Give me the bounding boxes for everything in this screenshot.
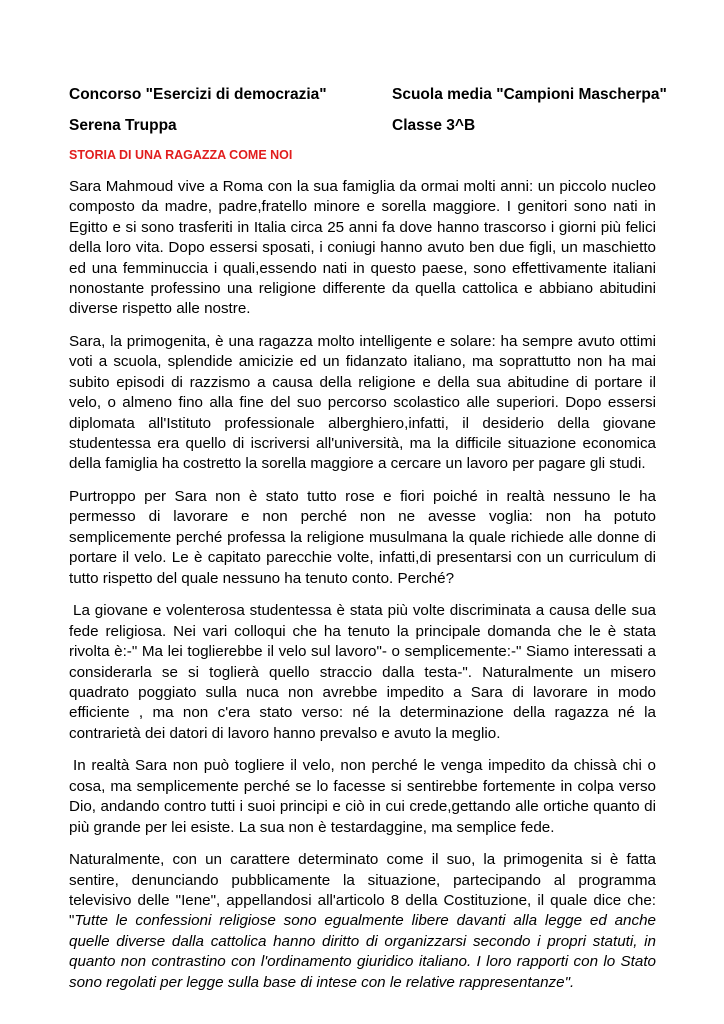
paragraph-6-text: Naturalmente, con un carattere determinato come il suo, la primogenita si è fatta sentire, denunciando pubblicamente la situazione, partecipando al programma televisivo delle "Iene", appellandosi all'articolo 8 della Costituzione, il quale dice che: " xyxy=(69,851,656,930)
paragraph-1: Sara Mahmoud vive a Roma con la sua famiglia da ormai molti anni: un piccolo nucleo composto da madre, padre,fratello minore e sorella maggiore. I genitori sono nati in Egitto e si sono trasferiti in Italia circa 25 anni fa dove hanno trascorso i giorni più felici della loro vita. Dopo essersi sposati, i coniugi hanno avuto ben due figli, un maschietto ed una femminuccia i quali,essendo nati in questo paese, sono effettivamente italiani nonostante professino una religione differente da quella cattolica e abbiano abitudini diverse rispetto alle nostre. xyxy=(69,178,656,318)
school-name: Scuola media "Campioni Mascherpa" xyxy=(392,86,667,103)
contest-name: Concorso "Esercizi di democrazia" xyxy=(69,86,327,103)
paragraph-2: Sara, la primogenita, è una ragazza molto intelligente e solare: ha sempre avuto ottimi voti a scuola, splendide amicizie ed un fidanzato italiano, ma soprattutto non ha mai subito episodi di razzismo a causa della religione e della sua abitudine di portare il velo, o almeno fino alla fine del suo percorso scolastico alle superiori. Dopo essersi diplomata all'Istituto professionale alberghiero,infatti, il desiderio della giovane studentessa era quello di iscriversi all'università, ma la difficile situazione economica della famiglia ha costretto la sorella maggiore a cercare un lavoro per pagare gli studi. xyxy=(69,333,656,473)
class-name: Classe 3^B xyxy=(392,117,476,134)
story-body xyxy=(69,177,656,1005)
paragraph-6 xyxy=(69,850,656,993)
header-row-1 xyxy=(69,86,667,104)
constitution-quote: Tutte le confessioni religiose sono egualmente libere davanti alla legge ed anche quelle diverse dalla cattolica hanno diritto di organizzarsi secondo i propri statuti, in quanto non contrastino con l'ordinamento giuridico italiano. I loro rapporti con lo Stato sono regolati per legge sulla base di intese con le relative rappresentanze". xyxy=(69,912,656,991)
paragraph-5: In realtà Sara non può togliere il velo, non perché le venga impedito da chissà chi o cosa, ma semplicemente perché se lo facesse si sentirebbe fortemente in colpa verso Dio, andando contro tutti i suoi principi e ciò in cui crede,gettando alle ortiche quanto di più grande per lei esiste. La sua non è testardaggine, ma semplice fede. xyxy=(69,757,656,836)
author-name: Serena Truppa xyxy=(69,117,177,134)
paragraph-4: La giovane e volenterosa studentessa è stata più volte discriminata a causa delle sua fede religiosa. Nei vari colloqui che ha tenuto la principale domanda che le è stata rivolta è:-" Ma lei toglierebbe il velo sul lavoro"- o semplicemente:-" Siamo interessati a considerarla se si toglierà quello straccio dalla testa-". Naturalmente un misero quadrato poggiato sulla nuca non avrebbe impedito a Sara di lavorare in modo efficiente , ma non c'era stato verso: né la determinazione della ragazza né la contrarietà dei datori di lavoro hanno prevalso e avuto la meglio. xyxy=(69,602,656,742)
paragraph-3: Purtroppo per Sara non è stato tutto rose e fiori poiché in realtà nessuno le ha permesso di lavorare e non perché non ne avesse voglia: non ha potuto semplicemente perché professa la religione musulmana la quale richiede alle donne di portare il velo. Le è capitato parecchie volte, infatti,di presentarsi con un curriculum di tutto rispetto del quale nessuno ha tenuto conto. Perché? xyxy=(69,488,656,587)
story-title: STORIA DI UNA RAGAZZA COME NOI xyxy=(69,148,293,162)
header-row-2 xyxy=(69,117,664,135)
